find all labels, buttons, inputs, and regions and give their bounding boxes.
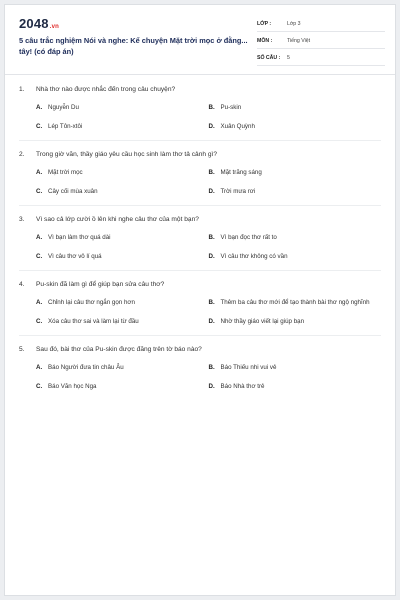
answer-option-b[interactable] (209, 104, 382, 113)
question-text (19, 213, 381, 226)
option-letter: A. (36, 104, 43, 112)
answer-options (19, 296, 381, 330)
question-divider (19, 205, 381, 206)
answer-option-c[interactable] (36, 318, 209, 327)
question-divider (19, 335, 381, 336)
option-letter: A. (36, 234, 43, 242)
option-letter: B. (208, 104, 215, 112)
answer-row (36, 101, 381, 116)
answer-option-c[interactable] (36, 383, 209, 392)
answer-option-b[interactable] (209, 364, 382, 373)
option-text: Báo Thiếu nhi vui vẻ (220, 364, 277, 372)
option-text: Mặt trời mọc (48, 169, 83, 177)
option-letter: C. (36, 253, 43, 261)
option-text: Xóa câu thơ sai và làm lại từ đầu (48, 318, 139, 326)
option-text: Báo Nhà thơ trẻ (220, 383, 265, 391)
option-text: Trời mưa rơi (220, 188, 256, 196)
option-text: Vì bạn đọc thơ rất to (220, 234, 277, 242)
answer-options (19, 166, 381, 200)
answer-option-a[interactable] (36, 169, 209, 178)
option-letter: C. (36, 123, 43, 131)
meta-value: Lớp 3 (287, 21, 301, 27)
answer-row (36, 380, 381, 395)
option-letter: B. (208, 364, 215, 372)
answer-option-a[interactable] (36, 299, 209, 308)
answer-row (36, 185, 381, 200)
question-5 (5, 343, 395, 395)
question-number: 5. (19, 346, 25, 353)
answer-option-a[interactable] (36, 234, 209, 243)
worksheet-header (5, 5, 395, 75)
meta-value: Tiếng Việt (287, 38, 311, 44)
site-logo[interactable] (19, 16, 59, 31)
answer-row (36, 296, 381, 311)
meta-label: LỚP : (257, 21, 272, 27)
answer-option-c[interactable] (36, 123, 209, 132)
option-letter: D. (208, 123, 215, 131)
logo-main: 2048 (19, 16, 49, 31)
question-text (19, 148, 381, 161)
question-number: 2. (19, 151, 25, 158)
option-letter: C. (36, 318, 43, 326)
option-letter: A. (36, 364, 43, 372)
question-prompt: Trong giờ văn, thầy giáo yêu cầu học sinh làm thơ tả cảnh gì? (36, 151, 218, 158)
question-text (19, 278, 381, 291)
option-text: Vì câu thơ không có vần (220, 253, 288, 261)
question-prompt: Pu-skin đã làm gì để giúp bạn sửa câu thơ? (36, 281, 165, 288)
question-divider (19, 140, 381, 141)
option-letter: B. (208, 234, 215, 242)
question-number: 4. (19, 281, 25, 288)
option-letter: A. (36, 299, 43, 307)
meta-label: SỐ CÂU : (257, 55, 281, 61)
question-2 (5, 148, 395, 200)
answer-option-b[interactable] (209, 299, 382, 308)
question-prompt: Sau đó, bài thơ của Pu-skin được đăng trên tờ báo nào? (36, 346, 202, 353)
answer-option-d[interactable] (209, 123, 382, 132)
meta-row-class (257, 17, 385, 32)
meta-label: MÔN : (257, 38, 273, 44)
option-text: Thêm ba câu thơ mới để tạo thành bài thơ ngộ nghĩnh (220, 299, 370, 307)
answer-option-c[interactable] (36, 188, 209, 197)
question-number: 1. (19, 86, 25, 93)
answer-option-d[interactable] (209, 318, 382, 327)
logo-tld: .vn (49, 24, 60, 30)
meta-row-subject (257, 34, 385, 49)
answer-row (36, 250, 381, 265)
answer-option-d[interactable] (209, 188, 382, 197)
question-divider (19, 270, 381, 271)
answer-option-c[interactable] (36, 253, 209, 262)
option-text: Vì bạn làm thơ quá dài (48, 234, 111, 242)
option-text: Chỉnh lại câu thơ ngắn gọn hơn (48, 299, 135, 307)
meta-row-count (257, 51, 385, 66)
answer-row (36, 120, 381, 135)
meta-value: 5 (287, 55, 290, 61)
option-letter: D. (208, 318, 215, 326)
question-text (19, 83, 381, 96)
option-letter: C. (36, 188, 43, 196)
option-text: Nguyễn Du (48, 104, 79, 112)
answer-option-b[interactable] (209, 234, 382, 243)
answer-row (36, 315, 381, 330)
option-letter: C. (36, 383, 43, 391)
option-text: Nhờ thầy giáo viết lại giúp bạn (220, 318, 305, 326)
option-text: Cây cối mùa xuân (48, 188, 98, 196)
question-text (19, 343, 381, 356)
option-text: Lép Tôn-xtôi (48, 123, 83, 131)
answer-row (36, 231, 381, 246)
option-letter: B. (208, 299, 215, 307)
option-text: Vì câu thơ vô lí quá (48, 253, 102, 261)
option-text: Báo Người đưa tin châu Âu (48, 364, 124, 372)
option-letter: D. (208, 253, 215, 261)
answer-option-b[interactable] (209, 169, 382, 178)
option-letter: A. (36, 169, 43, 177)
answer-options (19, 361, 381, 395)
answer-options (19, 231, 381, 265)
answer-row (36, 166, 381, 181)
answer-option-d[interactable] (209, 253, 382, 262)
answer-option-a[interactable] (36, 104, 209, 113)
worksheet (4, 4, 396, 596)
question-prompt: Vì sao cả lớp cười ồ lên khi nghe câu thơ của một bạn? (36, 216, 199, 223)
meta-panel (257, 17, 385, 68)
document-title: 5 câu trắc nghiệm Nói và nghe: Kể chuyện Mặt trời mọc ở đằng... tây! (có đáp án) (19, 36, 248, 56)
question-list (5, 83, 395, 399)
option-letter: B. (208, 169, 215, 177)
option-text: Báo Văn học Nga (48, 383, 97, 391)
answer-options (19, 101, 381, 135)
question-4 (5, 278, 395, 330)
answer-option-a[interactable] (36, 364, 209, 373)
question-1 (5, 83, 395, 135)
question-number: 3. (19, 216, 25, 223)
question-prompt: Nhà thơ nào được nhắc đến trong câu chuyện? (36, 86, 176, 93)
option-text: Pu-skin (220, 104, 242, 112)
option-letter: D. (208, 383, 215, 391)
option-text: Xuân Quỳnh (220, 123, 255, 131)
option-letter: D. (208, 188, 215, 196)
question-3 (5, 213, 395, 265)
option-text: Mặt trăng sáng (220, 169, 262, 177)
answer-row (36, 361, 381, 376)
answer-option-d[interactable] (209, 383, 382, 392)
